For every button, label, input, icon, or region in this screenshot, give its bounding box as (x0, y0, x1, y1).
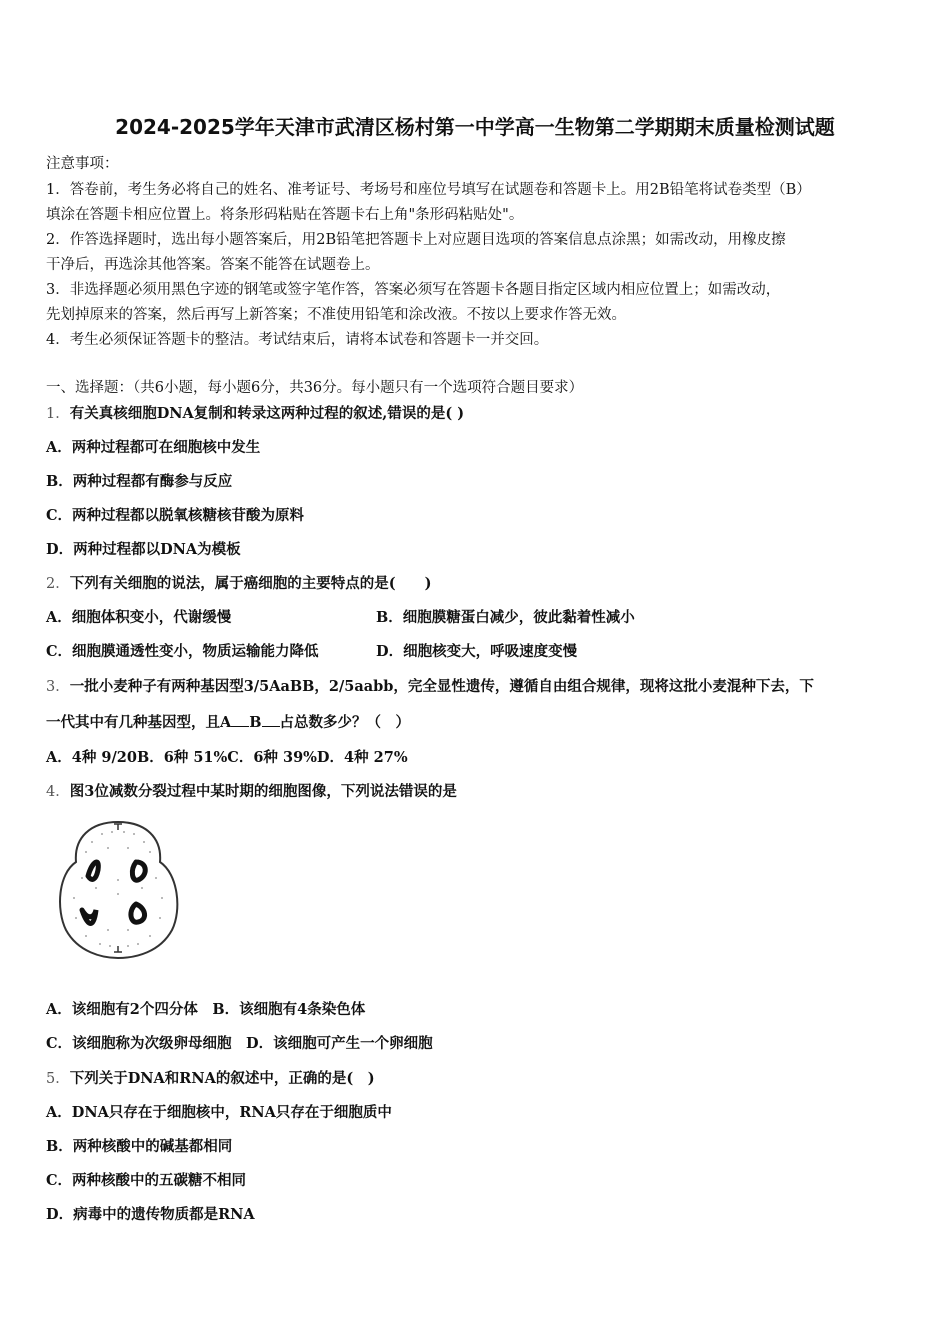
q2-option-c: C．细胞膜通透性变小，物质运输能力降低 (46, 643, 319, 660)
question-stem: 下列关于DNA和RNA的叙述中，正确的是( ) (69, 1070, 375, 1087)
chromosome (131, 904, 145, 922)
notice-line: 2．作答选择题时，选出每小题答案后，用2B铅笔把答题卡上对应题目选项的答案信息点涂黑；如需改动，用橡皮擦 (46, 232, 786, 248)
q1-option-c: C．两种过程都以脱氧核糖核苷酸为原料 (46, 507, 305, 524)
question-stem-part: 占总数多少？（ ） (279, 714, 411, 731)
centrosome-bottom (114, 946, 122, 952)
q1-option-d: D．两种过程都以DNA为模板 (46, 541, 241, 558)
q5-option-d: D．病毒中的遗传物质都是RNA (46, 1206, 255, 1223)
notice-line: 3．非选择题必须用黑色字迹的钢笔或签字笔作答，答案必须写在答题卡各题目指定区域内相应位置上；如需改动， (46, 282, 781, 298)
q2-option-a: A．细胞体积变小，代谢缓慢 (46, 609, 232, 626)
blank (231, 714, 249, 727)
question-number: 4． (46, 784, 70, 800)
question-number: 1． (46, 406, 70, 422)
question-1 (46, 402, 464, 423)
question-stem-part: 一代其中有几种基因型，且A (46, 714, 232, 731)
notice-line: 先划掉原来的答案，然后再写上新答案；不准使用铅笔和涂改液。不按以上要求作答无效。 (46, 307, 626, 323)
question-3 (46, 675, 814, 696)
q2-options-row-1 (46, 606, 906, 627)
q5-option-a: A．DNA只存在于细胞核中，RNA只存在于细胞质中 (46, 1104, 392, 1121)
cell-membrane (60, 822, 177, 958)
page-title: 2024-2025学年天津市武清区杨村第一中学高一生物第二学期期末质量检测试题 (115, 115, 835, 139)
question-number: 3． (46, 679, 70, 695)
q4-option-a: A．该细胞有2个四分体 (46, 1001, 198, 1018)
centrosome-top (114, 824, 122, 830)
question-number: 5． (46, 1071, 70, 1087)
question-stem-part: B (249, 714, 262, 731)
notice-line: 填涂在答题卡相应位置上。将条形码粘贴在答题卡右上角"条形码粘贴处"。 (46, 207, 524, 223)
question-stem: 有关真核细胞DNA复制和转录这两种过程的叙述,错误的是( ) (69, 405, 465, 422)
question-stem: 下列有关细胞的说法，属于癌细胞的主要特点的是( ) (69, 575, 432, 592)
question-4 (46, 780, 457, 801)
chromosome (88, 862, 98, 879)
notice-line: 4．考生必须保证答题卡的整洁。考试结束后，请将本试卷和答题卡一并交回。 (46, 332, 549, 348)
notice-heading: 注意事项： (46, 156, 119, 172)
q1-option-b: B．两种过程都有酶参与反应 (46, 473, 233, 490)
section-heading: 一、选择题：（共6小题，每小题6分，共36分。每小题只有一个选项符合题目要求） (46, 380, 584, 396)
blank (262, 714, 280, 727)
q2-options-row-2 (46, 640, 906, 661)
q3-options: A．4种 9/20B．6种 51%C．6种 39%D．4种 27% (46, 749, 408, 766)
q5-option-b: B．两种核酸中的碱基都相同 (46, 1138, 233, 1155)
q4-option-b: B．该细胞有4条染色体 (212, 1001, 366, 1018)
q2-option-d: D．细胞核变大，呼吸速度变慢 (376, 643, 578, 660)
q4-option-d: D．该细胞可产生一个卵细胞 (246, 1035, 433, 1052)
q4-options-row-2 (46, 1032, 433, 1053)
question-stem: 图3位减数分裂过程中某时期的细胞图像，下列说法错误的是 (69, 783, 457, 800)
q4-option-c: C．该细胞称为次级卵母细胞 (46, 1035, 232, 1052)
q1-option-a: A．两种过程都可在细胞核中发生 (46, 439, 261, 456)
chromosome (82, 910, 96, 924)
notice-line: 1．答卷前，考生务必将自己的姓名、准考证号、考场号和座位号填写在试题卷和答题卡上。用2B铅笔将试卷类型（B） (46, 182, 811, 198)
chromosome (132, 862, 145, 880)
question-5 (46, 1067, 375, 1088)
question-stem: 一批小麦种子有两种基因型3/5AaBB，2/5aabb，完全显性遗传，遵循自由组合规律，现将这批小麦混种下去，下 (69, 678, 814, 695)
question-3-continued (46, 711, 410, 732)
question-2 (46, 572, 431, 593)
cell-division-figure (52, 818, 184, 960)
q5-option-c: C．两种核酸中的五碳糖不相同 (46, 1172, 247, 1189)
q2-option-b: B．细胞膜糖蛋白减少，彼此黏着性减小 (376, 609, 635, 626)
q4-options-row-1 (46, 998, 365, 1019)
notice-line: 干净后，再选涂其他答案。答案不能答在试题卷上。 (46, 257, 380, 273)
question-number: 2． (46, 576, 70, 592)
